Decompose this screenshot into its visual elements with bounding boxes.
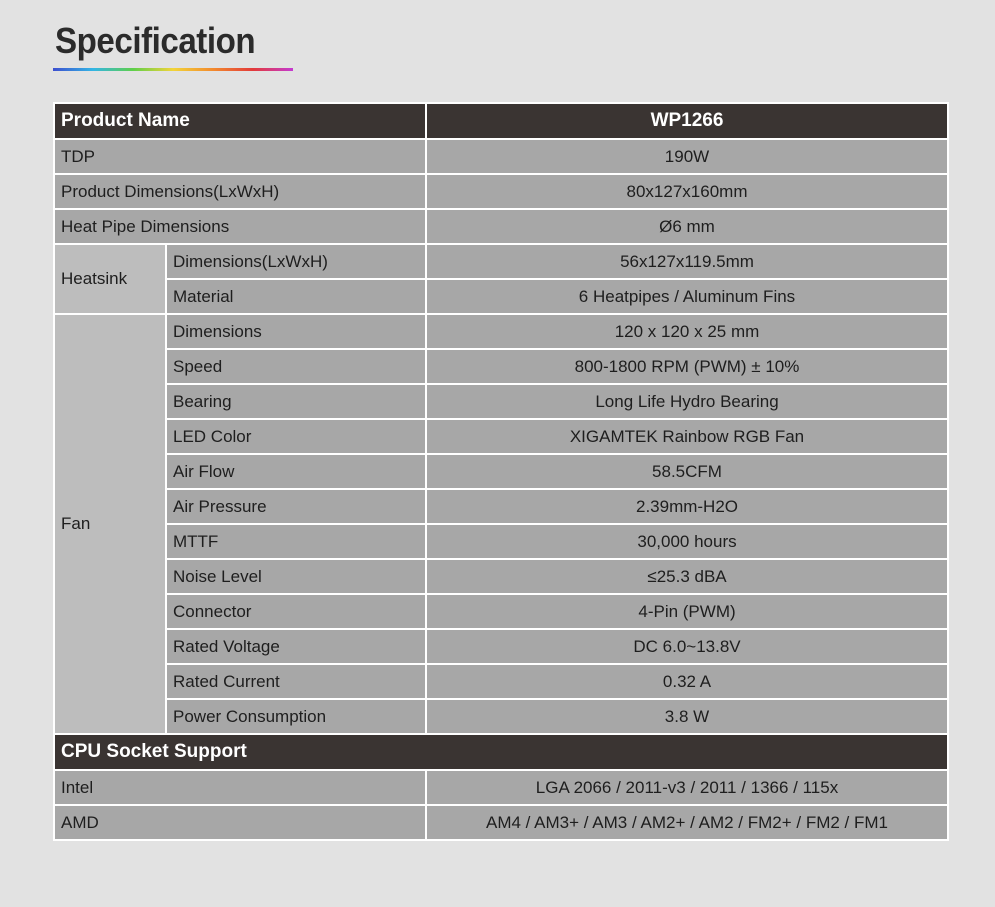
row-value: XIGAMTEK Rainbow RGB Fan bbox=[426, 419, 948, 454]
row-label: LED Color bbox=[166, 419, 426, 454]
table-row bbox=[54, 770, 948, 805]
row-label: Connector bbox=[166, 594, 426, 629]
row-value: Long Life Hydro Bearing bbox=[426, 384, 948, 419]
row-label: Rated Voltage bbox=[166, 629, 426, 664]
row-label: Rated Current bbox=[166, 664, 426, 699]
table-row bbox=[54, 524, 948, 559]
row-value: 3.8 W bbox=[426, 699, 948, 734]
table-row bbox=[54, 594, 948, 629]
row-label: AMD bbox=[54, 805, 426, 840]
row-value: 58.5CFM bbox=[426, 454, 948, 489]
row-value: Ø6 mm bbox=[426, 209, 948, 244]
header-label: Product Name bbox=[54, 103, 426, 139]
row-value: ≤25.3 dBA bbox=[426, 559, 948, 594]
table-row bbox=[54, 559, 948, 594]
row-label: Noise Level bbox=[166, 559, 426, 594]
spec-table bbox=[53, 102, 949, 841]
table-row bbox=[54, 244, 948, 279]
table-row bbox=[54, 139, 948, 174]
row-value: DC 6.0~13.8V bbox=[426, 629, 948, 664]
group-label-heatsink: Heatsink bbox=[54, 244, 166, 314]
table-row bbox=[54, 279, 948, 314]
row-value: 0.32 A bbox=[426, 664, 948, 699]
row-value: 6 Heatpipes / Aluminum Fins bbox=[426, 279, 948, 314]
row-value: AM4 / AM3+ / AM3 / AM2+ / AM2 / FM2+ / FM2 / FM1 bbox=[426, 805, 948, 840]
row-label: Dimensions(LxWxH) bbox=[166, 244, 426, 279]
table-row bbox=[54, 454, 948, 489]
row-value: 4-Pin (PWM) bbox=[426, 594, 948, 629]
row-label: Intel bbox=[54, 770, 426, 805]
row-label: Dimensions bbox=[166, 314, 426, 349]
group-label-fan: Fan bbox=[54, 314, 166, 734]
row-value: 190W bbox=[426, 139, 948, 174]
socket-header-label: CPU Socket Support bbox=[54, 734, 948, 770]
row-value: 30,000 hours bbox=[426, 524, 948, 559]
row-label: MTTF bbox=[166, 524, 426, 559]
row-label: Material bbox=[166, 279, 426, 314]
table-row bbox=[54, 805, 948, 840]
table-row bbox=[54, 664, 948, 699]
row-value: 80x127x160mm bbox=[426, 174, 948, 209]
table-row bbox=[54, 314, 948, 349]
table-row bbox=[54, 419, 948, 454]
title-rainbow-underline bbox=[53, 68, 293, 71]
table-row bbox=[54, 349, 948, 384]
row-label: Product Dimensions(LxWxH) bbox=[54, 174, 426, 209]
table-row bbox=[54, 384, 948, 419]
table-row bbox=[54, 629, 948, 664]
row-label: Power Consumption bbox=[166, 699, 426, 734]
row-value: 56x127x119.5mm bbox=[426, 244, 948, 279]
header-model: WP1266 bbox=[426, 103, 948, 139]
row-label: Air Flow bbox=[166, 454, 426, 489]
table-row bbox=[54, 209, 948, 244]
row-label: Air Pressure bbox=[166, 489, 426, 524]
row-value: 800-1800 RPM (PWM) ± 10% bbox=[426, 349, 948, 384]
row-value: 2.39mm-H2O bbox=[426, 489, 948, 524]
socket-header-row bbox=[54, 734, 948, 770]
table-row bbox=[54, 489, 948, 524]
table-row bbox=[54, 699, 948, 734]
row-value: 120 x 120 x 25 mm bbox=[426, 314, 948, 349]
table-header-row bbox=[54, 103, 948, 139]
table-row bbox=[54, 174, 948, 209]
row-label: Heat Pipe Dimensions bbox=[54, 209, 426, 244]
row-label: Speed bbox=[166, 349, 426, 384]
page-title: Specification bbox=[55, 20, 256, 61]
row-label: Bearing bbox=[166, 384, 426, 419]
row-label: TDP bbox=[54, 139, 426, 174]
row-value: LGA 2066 / 2011-v3 / 2011 / 1366 / 115x bbox=[426, 770, 948, 805]
